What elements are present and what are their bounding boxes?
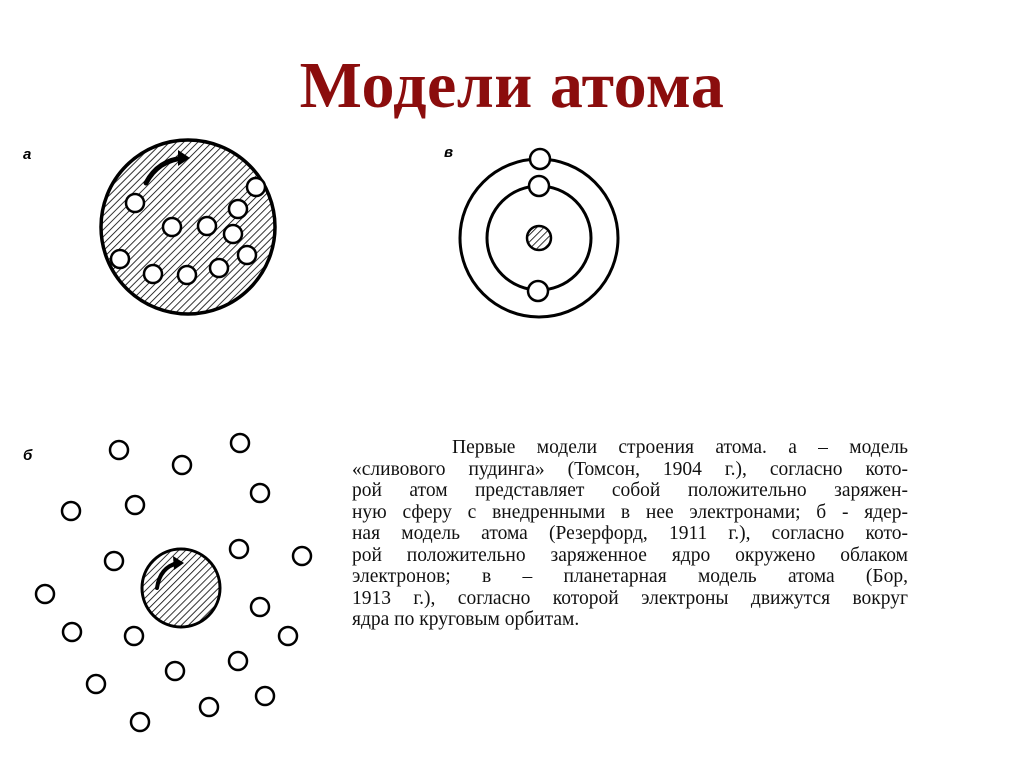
electron bbox=[528, 281, 548, 301]
caption-line: 1913 г.), согласно которой электроны движутся вокруг bbox=[352, 587, 908, 609]
electron bbox=[251, 484, 269, 502]
bohr-model bbox=[460, 149, 618, 317]
electron bbox=[87, 675, 105, 693]
caption-line: «сливового пудинга» (Томсон, 1904 г.), согласно кото- bbox=[352, 458, 908, 480]
electron bbox=[144, 265, 162, 283]
electron bbox=[62, 502, 80, 520]
caption-line: Первые модели строения атома. а – модель bbox=[452, 437, 908, 458]
electron bbox=[111, 250, 129, 268]
caption-line: ядра по круговым орбитам. bbox=[352, 609, 580, 630]
electron bbox=[36, 585, 54, 603]
electron bbox=[529, 176, 549, 196]
nucleus bbox=[527, 226, 551, 250]
electron bbox=[131, 713, 149, 731]
electron bbox=[293, 547, 311, 565]
electron bbox=[126, 194, 144, 212]
nucleus bbox=[142, 549, 220, 627]
electron bbox=[229, 200, 247, 218]
electron bbox=[530, 149, 550, 169]
electron bbox=[247, 178, 265, 196]
caption-line: ная модель атома (Резерфорд, 1911 г.), согласно кото- bbox=[352, 523, 908, 544]
electron bbox=[173, 456, 191, 474]
electron bbox=[178, 266, 196, 284]
caption-line: ную сферу с внедренными в нее электронами; б - ядер- bbox=[352, 501, 908, 523]
electron bbox=[251, 598, 269, 616]
electron bbox=[210, 259, 228, 277]
page-title: Модели атома bbox=[299, 49, 725, 122]
positive-sphere bbox=[101, 140, 275, 314]
rutherford-model bbox=[36, 434, 311, 731]
electron bbox=[63, 623, 81, 641]
label-a: а bbox=[23, 146, 32, 163]
label-v: в bbox=[444, 144, 454, 161]
electron bbox=[231, 434, 249, 452]
caption-line: рой положительно заряженное ядро окружено облаком bbox=[352, 544, 908, 566]
electron bbox=[125, 627, 143, 645]
caption-line: электронов; в – планетарная модель атома (Бор, bbox=[352, 566, 908, 587]
electron bbox=[126, 496, 144, 514]
electron bbox=[229, 652, 247, 670]
caption-line: рой атом представляет собой положительно заряжен- bbox=[352, 480, 908, 501]
electron bbox=[110, 441, 128, 459]
electron bbox=[279, 627, 297, 645]
electron bbox=[105, 552, 123, 570]
figure-caption bbox=[352, 437, 908, 631]
electron bbox=[230, 540, 248, 558]
electron bbox=[200, 698, 218, 716]
electron bbox=[256, 687, 274, 705]
electron bbox=[224, 225, 242, 243]
electron bbox=[163, 218, 181, 236]
label-b: б bbox=[23, 447, 33, 464]
electron bbox=[166, 662, 184, 680]
electron bbox=[198, 217, 216, 235]
thomson-model bbox=[101, 140, 275, 314]
electron bbox=[238, 246, 256, 264]
